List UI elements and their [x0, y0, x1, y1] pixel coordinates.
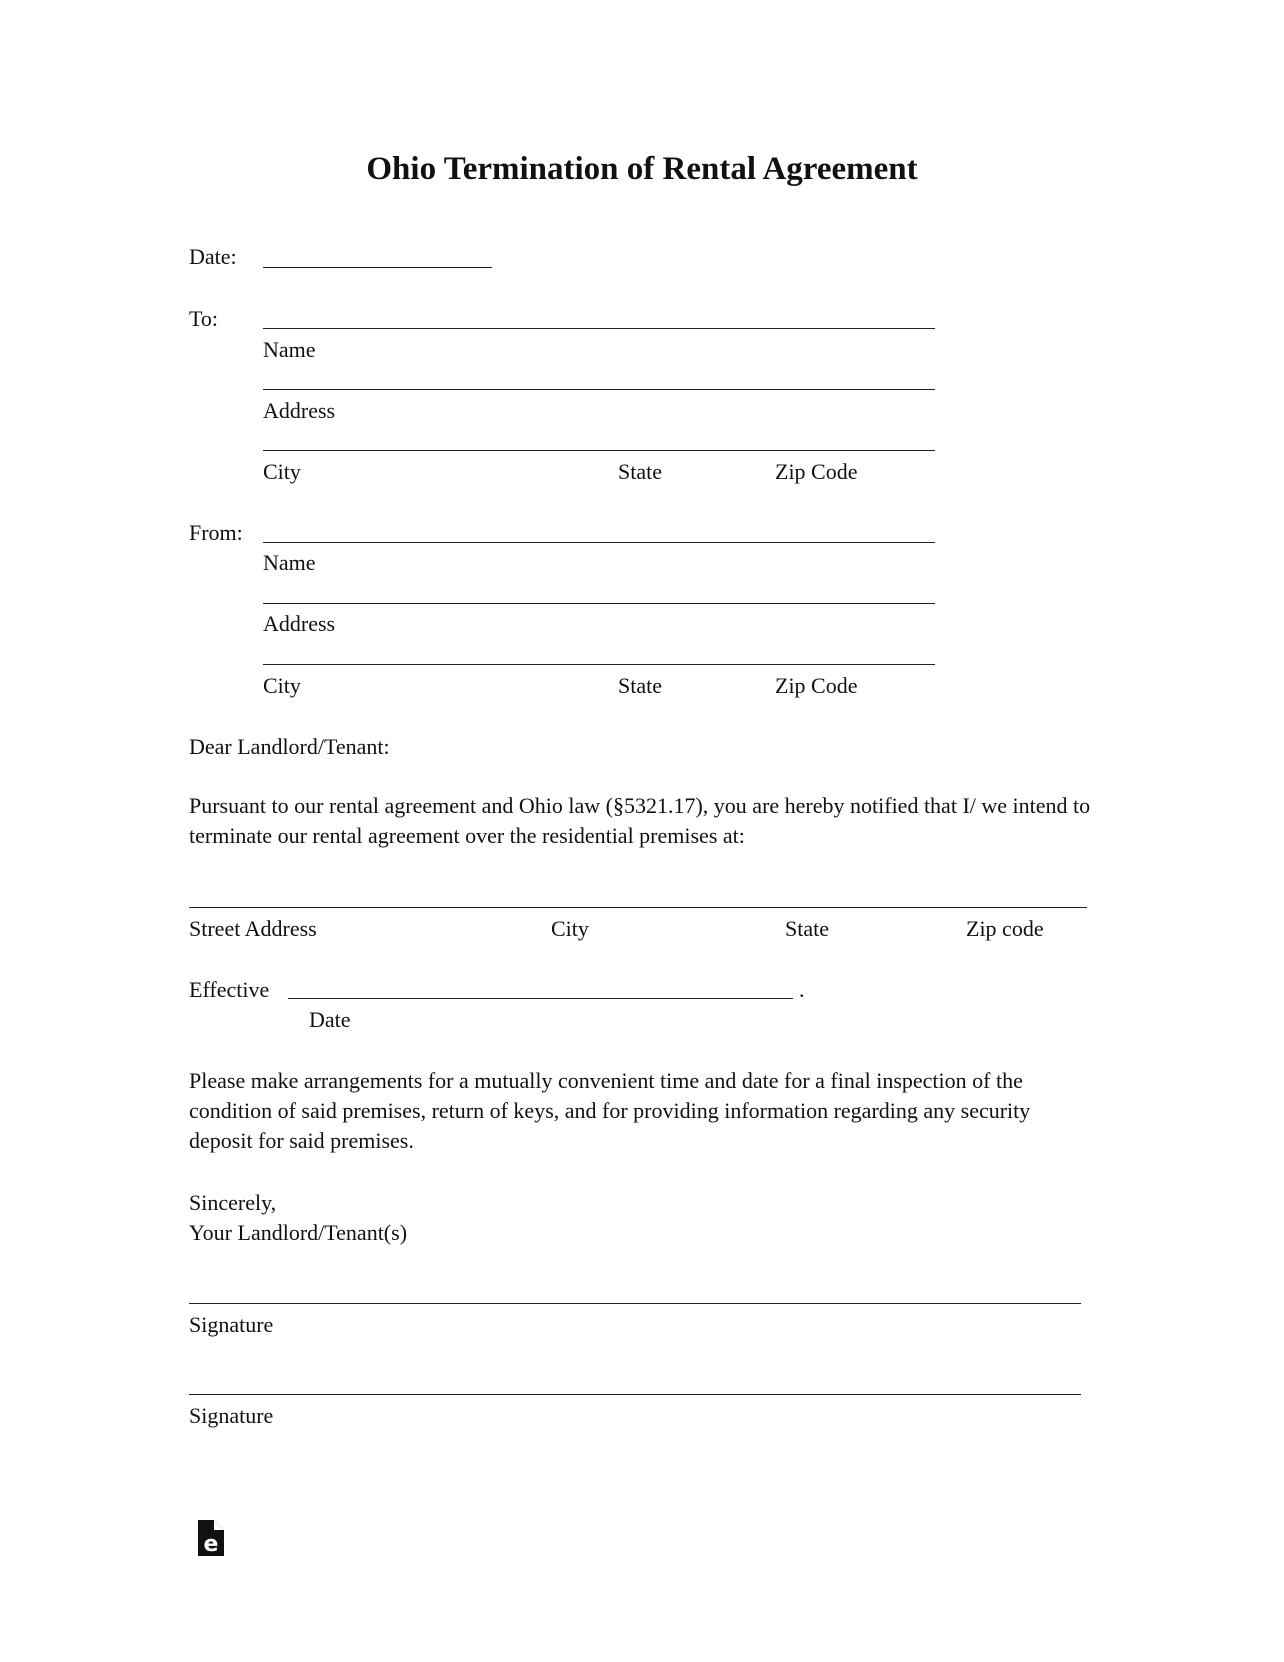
document-title: Ohio Termination of Rental Agreement [366, 151, 918, 187]
date-label: Date: [189, 244, 237, 269]
from-label: From: [189, 520, 243, 545]
premises-line[interactable] [189, 907, 1087, 908]
effective-date-label: Date [309, 1007, 351, 1032]
to-city-line[interactable] [263, 450, 935, 451]
effective-period: . [799, 977, 805, 1002]
from-address-line[interactable] [263, 603, 935, 604]
to-label: To: [189, 306, 219, 331]
effective-date-line[interactable] [288, 998, 793, 999]
to-state-label: State [618, 459, 662, 484]
from-address-label: Address [263, 611, 336, 636]
notice-paragraph: Pursuant to our rental agreement and Ohio law (§5321.17), you are hereby notified that I/ we intend to terminate our rental agreement over the residential premises at: [189, 793, 1091, 848]
closing-sub: Your Landlord/Tenant(s) [189, 1220, 408, 1245]
premises-city-label: City [551, 916, 589, 941]
to-city-label: City [263, 459, 301, 484]
from-zip-label: Zip Code [775, 673, 858, 698]
eforms-logo-icon [196, 1518, 226, 1558]
signature-label-2: Signature [189, 1403, 274, 1428]
from-name-line[interactable] [263, 542, 935, 543]
salutation: Dear Landlord/Tenant: [189, 734, 390, 759]
premises-state-label: State [785, 916, 829, 941]
effective-label: Effective [189, 977, 270, 1002]
signature-line-2[interactable] [189, 1394, 1081, 1395]
to-zip-label: Zip Code [775, 459, 858, 484]
closing: Sincerely, [189, 1190, 277, 1215]
logo-letter: e [203, 1532, 219, 1557]
from-state-label: State [618, 673, 662, 698]
arrangements-paragraph: Please make arrangements for a mutually convenient time and date for a final inspection of the condition of said premises, return of keys, and for providing information regarding any security deposit for said premises. [189, 1068, 1031, 1153]
signature-line-1[interactable] [189, 1303, 1081, 1304]
from-city-line[interactable] [263, 664, 935, 665]
to-name-label: Name [263, 337, 316, 362]
premises-zip-label: Zip code [966, 916, 1044, 941]
to-name-line[interactable] [263, 328, 935, 329]
signature-label-1: Signature [189, 1312, 274, 1337]
date-line[interactable] [263, 267, 492, 268]
to-address-label: Address [263, 398, 336, 423]
premises-street-label: Street Address [189, 916, 317, 941]
to-address-line[interactable] [263, 389, 935, 390]
from-name-label: Name [263, 550, 316, 575]
from-city-label: City [263, 673, 301, 698]
